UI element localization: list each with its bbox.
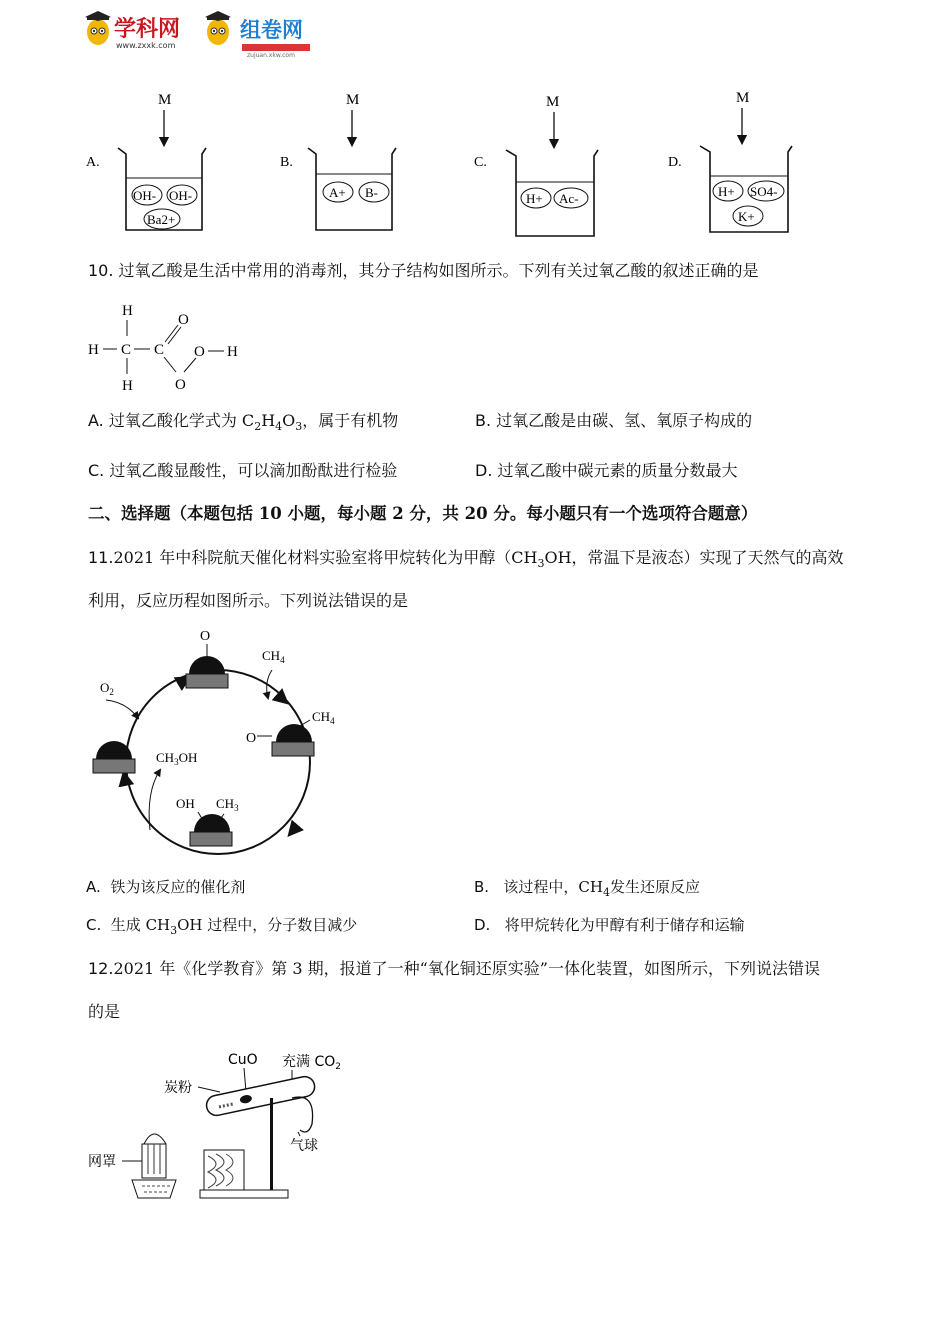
question-text: 2021 年中科院航天催化材料实验室将甲烷转化为甲醇（CH [113,548,538,567]
atom-h-bottom: H [122,378,133,394]
atom-c2: C [154,342,165,358]
ch3oh-label: $CH_3OH$ [156,750,198,767]
logo1-name: 学科网 [114,17,181,42]
m-label-a: M [158,92,172,108]
option-label: D. [475,461,493,480]
q11-option-c[interactable] [86,914,357,936]
ion-a3: Ba2+ [147,212,176,227]
m-label-d: M [736,90,750,106]
subscript: 4 [275,420,283,434]
co2-full-label: 充满 $CO_2$ [282,1054,341,1072]
q10-option-a[interactable] [88,410,398,432]
beaker-d [668,90,792,232]
q9-beaker-options [80,80,820,250]
ch4-top: $CH_4$ [262,648,285,665]
atom-h-top: H [122,303,133,319]
q10-option-d[interactable] [475,460,738,482]
atom-o-double: O [178,312,189,328]
option-text: 铁为该反应的催化剂 [110,878,246,896]
logo2-name: 组卷网 [240,18,303,42]
option-text: 过氧乙酸显酸性，可以滴加酚酞进行检验 [109,461,398,480]
option-text: 将甲烷转化为甲醇有利于储存和运输 [504,916,745,934]
o-top: O [200,629,211,644]
carbon-powder-label: 炭粉 [164,1080,192,1096]
atom-h-left: H [88,342,99,358]
mascot-icon [85,11,111,45]
beaker-b [280,92,396,230]
subscript: 3 [295,420,303,434]
m-label-c: M [546,94,560,110]
q11-stem-line1 [88,547,844,569]
ion-d2: SO4- [750,184,778,199]
option-label: A. [86,878,101,896]
option-text: 该过程中，CH [503,878,603,896]
atom-h-right: H [227,344,238,360]
subscript: 4 [602,886,610,899]
question-text: 2021 年《化学教育》第 3 期，报道了一种“氧化铜还原实验”一体化装置，如图所示，下列说法错误 [113,959,820,978]
question-text: OH，常温下是液态）实现了天然气的高效 [544,548,844,567]
atom-o-bottom: O [175,377,186,393]
option-text: O [282,411,296,430]
subscript: 2 [254,420,262,434]
mascot-icon-2 [205,11,231,45]
option-text: ，属于有机物 [302,411,399,430]
beaker-a [86,92,206,230]
catalyst-site-left [93,741,135,773]
o2-label: $O_2$ [100,680,114,697]
option-b-label: B. [280,155,293,170]
option-label: D. [474,916,491,934]
atom-o-right: O [194,344,205,360]
question-text: 过氧乙酸是生活中常用的消毒剂，其分子结构如图所示。下列有关过氧乙酸的叙述正确的是 [118,261,759,280]
ion-a1: OH- [133,188,157,203]
option-c-label: C. [474,155,487,170]
catalyst-site-top [186,629,228,688]
q11-option-b[interactable] [474,876,700,898]
ion-a2: OH- [169,188,193,203]
ch4-right: $CH_4$ [312,709,335,726]
q10-option-c[interactable] [88,460,397,482]
logo2-sub-bar [242,44,310,51]
catalytic-cycle-diagram [86,622,356,868]
question-number: 10. [88,261,114,280]
atom-c1: C [121,342,132,358]
ion-d3: K+ [738,209,755,224]
beaker-c [474,94,598,236]
option-text: 生成 CH [110,916,171,934]
option-text: 过氧乙酸中碳元素的质量分数最大 [497,461,738,480]
option-label: C. [88,461,105,480]
apparatus-diagram [86,1040,366,1210]
q11-stem-line2: 利用，反应历程如图所示。下列说法错误的是 [88,591,409,610]
option-label: B. [474,878,490,896]
peracetic-acid-structure [84,298,254,398]
q10-stem [88,260,759,282]
section-heading: 二、选择题（本题包括 10 小题，每小题 2 分，共 20 分。每小题只有一个选项符合题意） [88,504,758,523]
subscript: 3 [537,557,545,571]
option-label: C. [86,916,102,934]
ch3-label: $CH_3$ [216,796,239,813]
net-cover-label: 网罩 [88,1154,116,1170]
option-text: 发生还原反应 [609,878,700,896]
q11-option-d[interactable] [474,914,745,936]
question-number: 12. [88,959,114,978]
ion-c1: H+ [526,191,543,206]
q11-option-a[interactable] [86,876,245,898]
option-label: A. [88,411,104,430]
option-d-label: D. [668,155,682,170]
catalyst-site-right [246,709,335,756]
ion-b2: B- [365,185,378,200]
o-right: O [246,731,257,746]
ion-d1: H+ [718,184,735,199]
question-number: 11. [88,548,114,567]
option-text: 过氧乙酸是由碳、氢、氧原子构成的 [496,411,753,430]
ion-b1: A+ [329,185,346,200]
option-a-label: A. [86,155,100,170]
m-label-b: M [346,92,360,108]
q12-stem-line1 [88,958,820,980]
q10-option-b[interactable] [475,410,752,432]
option-text: H [261,411,276,430]
option-label: B. [475,411,492,430]
balloon-label: 气球 [290,1138,318,1154]
option-text: OH 过程中，分子数目减少 [177,916,358,934]
cuo-label: CuO [228,1052,258,1068]
logo1-url: www.zxxk.com [116,41,176,50]
oh-label: OH [176,796,195,811]
q12-stem-line2: 的是 [88,1002,121,1021]
option-text: 过氧乙酸化学式为 C [108,411,255,430]
ion-c2: Ac- [559,191,579,206]
subscript: 3 [170,924,178,937]
page-header [84,10,324,59]
catalyst-site-bottom [176,796,239,846]
logo2-sub: zujuan.xkw.com [247,52,295,59]
